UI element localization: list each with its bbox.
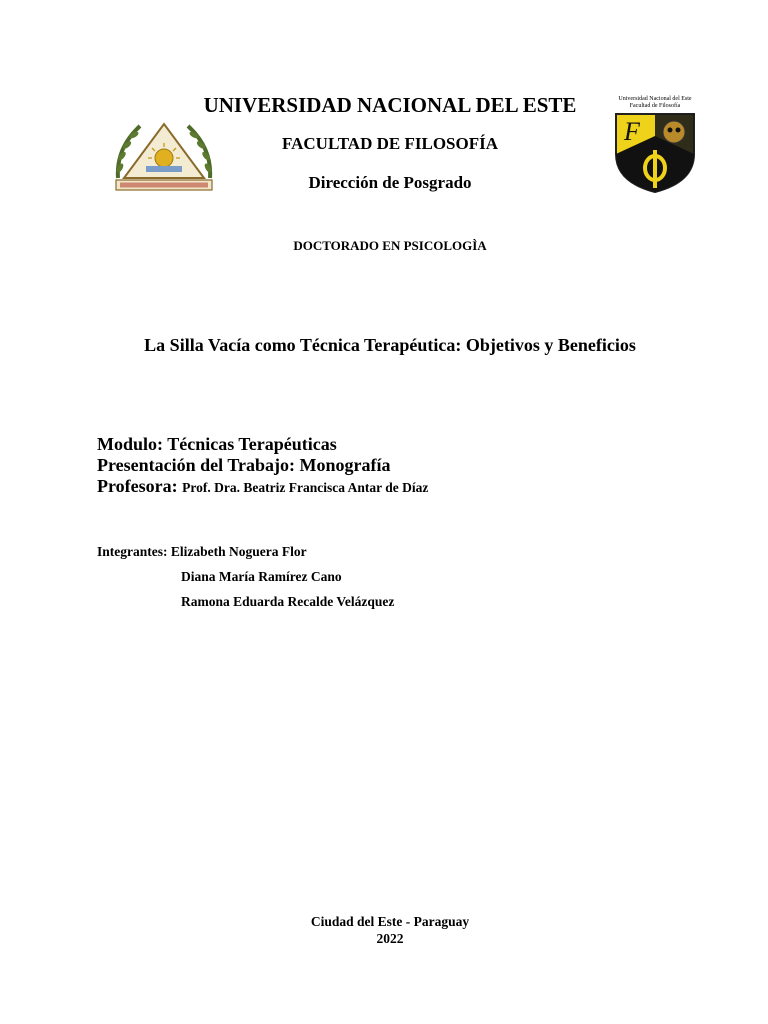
footer-place: Ciudad del Este - Paraguay — [310, 914, 470, 929]
document-title: La Silla Vacía como Técnica Terapéutica: Objetivos y Beneficios — [144, 335, 636, 355]
professor-value: Prof. Dra. Beatriz Francisca Antar de Díaz — [182, 480, 429, 495]
member-row — [97, 593, 394, 618]
details-block — [97, 434, 428, 498]
module-label: Modulo: — [97, 434, 164, 454]
module-line — [97, 434, 428, 455]
members-label: Integrantes: — [97, 544, 168, 559]
module-value: Técnicas Terapéuticas — [167, 434, 337, 454]
members-block — [97, 543, 394, 618]
footer — [0, 913, 768, 947]
member-row — [97, 568, 394, 593]
logo-caption-faculty: Facultad de Filosofía — [629, 103, 681, 109]
member-name: Ramona Eduarda Recalde Velázquez — [181, 594, 395, 609]
svg-text:F: F — [624, 117, 640, 146]
footer-year: 2022 — [376, 931, 404, 946]
professor-line — [97, 476, 428, 498]
faculty-title: FACULTAD DE FILOSOFÍA — [282, 134, 498, 153]
member-name: Elizabeth Noguera Flor — [170, 544, 307, 559]
presentation-value: Monografía — [299, 455, 391, 475]
presentation-line — [97, 455, 428, 476]
direction-title: Dirección de Posgrado — [308, 173, 472, 192]
member-name: Diana María Ramírez Cano — [181, 569, 342, 584]
program-title: DOCTORADO EN PSICOLOGÌA — [293, 238, 487, 253]
presentation-label: Presentación del Trabajo: — [97, 455, 295, 475]
professor-label: Profesora: — [97, 476, 178, 496]
logo-caption-university: Universidad Nacional del Este — [618, 96, 692, 102]
university-title: UNIVERSIDAD NACIONAL DEL ESTE — [203, 93, 577, 117]
member-row — [97, 543, 394, 568]
